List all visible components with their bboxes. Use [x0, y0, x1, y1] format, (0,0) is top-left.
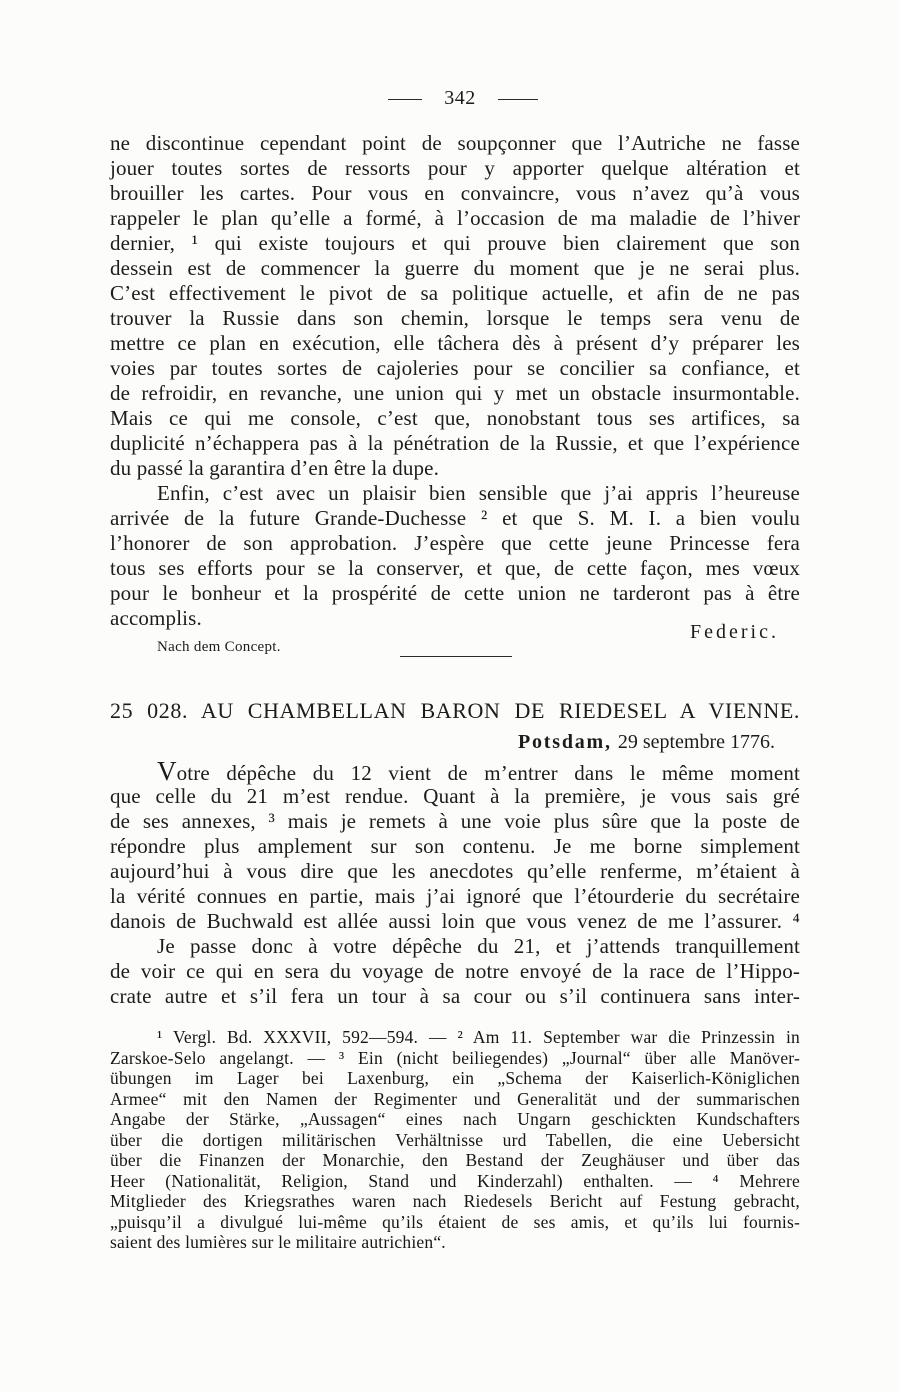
- paragraph: [110, 131, 800, 481]
- text-line: danois de Buchwald est allée aussi loin que vous venez de me l’assurer. ⁴: [110, 909, 800, 933]
- text-line: über die dortigen militärischen Verhältnisse urd Tabellen, die eine Uebersicht: [110, 1129, 800, 1150]
- text-line: dessein est de commencer la guerre du moment que je ne serai plus.: [110, 256, 800, 280]
- text-line: Zarskoe-Selo angelangt. — ³ Ein (nicht beiliegendes) „Journal“ über alle Manöver-: [110, 1047, 800, 1068]
- text-line: que celle du 21 m’est rendue. Quant à la première, je vous sais gré: [110, 784, 800, 808]
- text-line: Heer (Nationalität, Religion, Stand und Kinderzahl) enthalten. — ⁴ Mehrere: [110, 1170, 800, 1191]
- text-line: Enfin, c’est avec un plaisir bien sensible que j’ai appris l’heureuse: [157, 481, 800, 505]
- text-line: la vérité connues en partie, mais j’ai ignoré que l’étourderie du secrétaire: [110, 884, 800, 908]
- text-line: dernier, ¹ qui existe toujours et qui prouve bien clairement que son: [110, 231, 800, 255]
- footnotes: [110, 1027, 800, 1253]
- paragraph: [110, 481, 800, 631]
- letter-number: 25 028.: [110, 698, 189, 723]
- text-line: brouiller les cartes. Pour vous en convaincre, vous n’avez qu’à vous: [110, 181, 800, 205]
- text-line: l’honorer de son approbation. J’espère que cette jeune Princesse fera: [110, 531, 800, 555]
- text-line: duplicité n’échappera pas à la pénétration de la Russie, et que l’expérience: [110, 431, 800, 455]
- text-line: mettre ce plan en exécution, elle tâchera dès à présent d’y préparer les: [110, 331, 800, 355]
- page-number: 342: [444, 87, 476, 109]
- paragraph: [110, 934, 800, 1009]
- text-line: übungen im Lager bei Laxenburg, ein „Schema der Kaiserlich-Königlichen: [110, 1068, 800, 1088]
- dateline-date: 29 septembre 1776.: [617, 731, 775, 753]
- text-line: C’est effectivement le pivot de sa politique actuelle, et afin de ne pas: [110, 281, 800, 305]
- text-line: rappeler le plan qu’elle a formé, à l’occasion de ma maladie de l’hiver: [110, 206, 800, 230]
- letter-2-body: [110, 756, 800, 1009]
- letter-1-body: [110, 131, 800, 631]
- signature: Federic.: [690, 621, 779, 643]
- dateline-place: Potsdam,: [517, 731, 612, 753]
- text-line: arrivée de la future Grande-Duchesse ² et que S. M. I. a bien voulu: [110, 506, 800, 530]
- source-note: Nach dem Concept.: [157, 639, 281, 655]
- text-line: Armee“ mit den Namen der Regimenter und Generalität und der summarischen: [110, 1088, 800, 1109]
- text-line: crate autre et s’il fera un tour à sa cour ou s’il continuera sans inter-: [110, 984, 800, 1008]
- text-line: de ses annexes, ³ mais je remets à une voie plus sûre que la poste de: [110, 809, 800, 833]
- text-line: ne discontinue cependant point de soupçonner que l’Autriche ne fasse: [110, 131, 800, 155]
- text-line: jouer toutes sortes de ressorts pour y apporter quelque altération et: [110, 156, 800, 180]
- text-line: accomplis.: [110, 606, 202, 630]
- dateline: [518, 730, 775, 754]
- text-line: Votre dépêche du 12 vient de m’entrer dans le même moment: [157, 756, 800, 786]
- section-rule: [400, 656, 512, 657]
- text-line: du passé la garantira d’en être la dupe.: [110, 456, 440, 480]
- text-line: voies par toutes sortes de cajoleries pour se concilier sa confiance, et: [110, 356, 800, 380]
- text-line: Je passe donc à votre dépêche du 21, et j’attends tranquillement: [157, 934, 800, 958]
- text-line: Angabe der Stärke, „Aussagen“ eines nach Ungarn geschickten Kundschafters: [110, 1109, 800, 1129]
- text-line: de refroidir, en revanche, une union qui y met un obstacle insurmontable.: [110, 381, 800, 405]
- letter-heading: [110, 698, 800, 724]
- text-line: „puisqu’il a divulgué lui-même qu’ils étaient de ses amis, et qu’ils lui fournis-: [110, 1211, 800, 1232]
- header-dash-right: [498, 99, 538, 100]
- text-line: über die Finanzen der Monarchie, den Bestand der Zeughäuser und über das: [110, 1150, 800, 1170]
- text-line: de voir ce qui en sera du voyage de notre envoyé de la race de l’Hippo-: [110, 959, 800, 983]
- text-line: Mais ce qui me console, c’est que, nonobstant tous ses artifices, sa: [110, 406, 800, 430]
- text-line: saient des lumières sur le militaire autrichien“.: [110, 1232, 446, 1252]
- text-line: répondre plus amplement sur son contenu. Je me borne simplement: [110, 834, 800, 858]
- text-line: ¹ Vergl. Bd. XXXVII, 592—594. — ² Am 11. September war die Prinzessin in: [157, 1027, 800, 1047]
- text-line: aujourd’hui à vous dire que les anecdotes qu’elle renferme, m’étaient à: [110, 859, 800, 883]
- text-line: pour le bonheur et la prospérité de cette union ne tarderont pas à être: [110, 581, 800, 605]
- header-dash-left: [388, 99, 422, 100]
- paragraph: [110, 756, 800, 934]
- text-line: tous ses efforts pour se la conserver, et que, de cette façon, mes vœux: [110, 556, 800, 580]
- text-line: trouver la Russie dans son chemin, lorsque le temps sera venu de: [110, 306, 800, 330]
- text-line: Mitglieder des Kriegsrathes waren nach Riedesels Bericht auf Festung gebracht,: [110, 1191, 800, 1211]
- letter-title: AU CHAMBELLAN BARON DE RIEDESEL A VIENNE.: [200, 698, 801, 723]
